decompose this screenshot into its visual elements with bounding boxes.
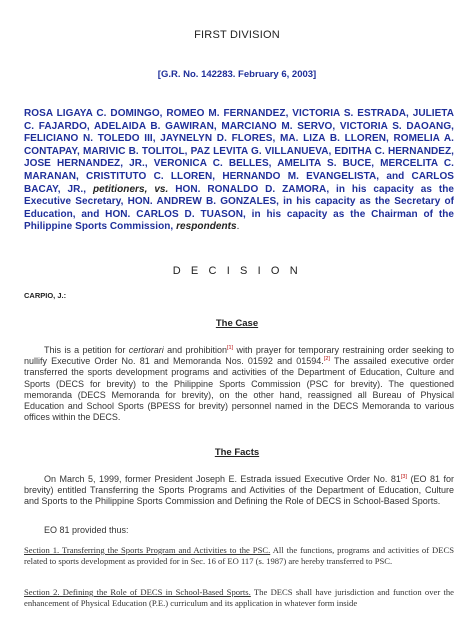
section-2-title: Section 2. Defining the Role of DECS in School-Based Sports.	[24, 587, 251, 597]
text-segment: On March 5, 1999, former President Joseph E. Estrada issued Executive Order No. 81	[44, 474, 401, 484]
division-label: FIRST DIVISION	[194, 29, 280, 41]
section-1-body: All the functions, programs and activities of DECS related to sports development as provided for in Sec. 16 of EO 117 (s. 1987) are hereby transferred to PSC.	[24, 545, 454, 566]
petitioners-names: ROSA LIGAYA C. DOMINGO, ROMEO M. FERNANDEZ, VICTORIA S. ESTRADA, JULIETA C. FAJARDO, ADELAIDA B. GAWIRAN, MARCIANO M. SERVO, VICTORIA S. DAOANG, FELICIANO N. TOLEDO III, JAYNELYN D. FLORES, MA. LIZA B. LLOREN, ROMELIA A. CONTAPAY, MARIVIC B. TOLITOL, PAZ LEVITA G. VILLANUEVA, EDITHA C. HERNANDEZ, JOSE HERNANDEZ, JR., VERONICA C. BELLES, AMELITA S. BUCE, MERCELITA C. MARANAN, CRISTITUTO C. LLOREN, HERNANDO M. EVANGELISTA, and CARLOS BACAY, JR.,	[24, 108, 454, 195]
text-segment-italic: certiorari	[128, 345, 164, 355]
versus-label: , vs.	[144, 183, 169, 195]
paragraph-the-case	[24, 345, 454, 423]
respondents-label: respondents	[176, 221, 237, 233]
footnote-link-2[interactable]: [2]	[323, 356, 330, 363]
respondents-names: HON. RONALDO D. ZAMORA, in his capacity as the Executive Secretary, HON. ANDREW B. GONZALES, in his capacity as the Secretary of Education, and HON. CARLOS D. TUASON, in his capacity as the Chairman of the Philippine Sports Commission,	[24, 183, 454, 233]
paragraph-facts-2	[24, 525, 454, 536]
quoted-section-1	[24, 545, 454, 567]
decision-title: D E C I S I O N	[172, 265, 302, 277]
text-segment: (EO 81 for brevity) entitled Transferring the Sports Programs and Activities of the Department of Education, Culture and Sports to the Philippine Sports Commission and Defining the Role of DECS in School-Based Sports.	[24, 474, 454, 507]
section-heading-the-facts: The Facts	[214, 447, 260, 458]
footnote-link-1[interactable]: [1]	[227, 345, 234, 351]
text-segment: EO 81 provided thus:	[44, 525, 129, 535]
petitioners-label: petitioners	[92, 183, 145, 195]
quoted-section-2	[24, 587, 454, 609]
section-2-body: The DECS shall have jurisdiction and function over the enhancement of Physical Education (P.E.) curriculum and its application in whatever form inside	[24, 587, 454, 608]
section-1-title: Section 1. Transferring the Sports Program and Activities to the PSC.	[24, 545, 271, 555]
case-number: [G.R. No. 142283. February 6, 2003]	[157, 69, 317, 80]
ponente-label: CARPIO, J.:	[24, 291, 67, 300]
paragraph-facts-1	[24, 474, 454, 508]
text-segment: and prohibition	[167, 345, 227, 355]
footnote-link-3[interactable]: [3]	[400, 474, 408, 480]
text-segment: The assailed executive order transferred the sports development programs and activities of the Department of Education, Culture and Sports (DECS for brevity) to the Philippine Sports Commission (PSC for brevity). The questioned memoranda (DECS Memoranda for brevity), on the other hand, reassigned all Bureau of Physical Education and School Sports (BPESS for brevity) personnel named in the DECS Memoranda to various offices within the DECS.	[24, 356, 455, 423]
case-parties	[24, 108, 454, 234]
text-segment: with prayer for temporary restraining order seeking to nullify Executive Order No. 81 and Memoranda Nos. 01592 and 01594.	[24, 345, 454, 367]
parties-end: .	[236, 221, 240, 233]
section-heading-the-case: The Case	[215, 318, 259, 329]
text-segment: This is a petition for	[44, 345, 126, 355]
